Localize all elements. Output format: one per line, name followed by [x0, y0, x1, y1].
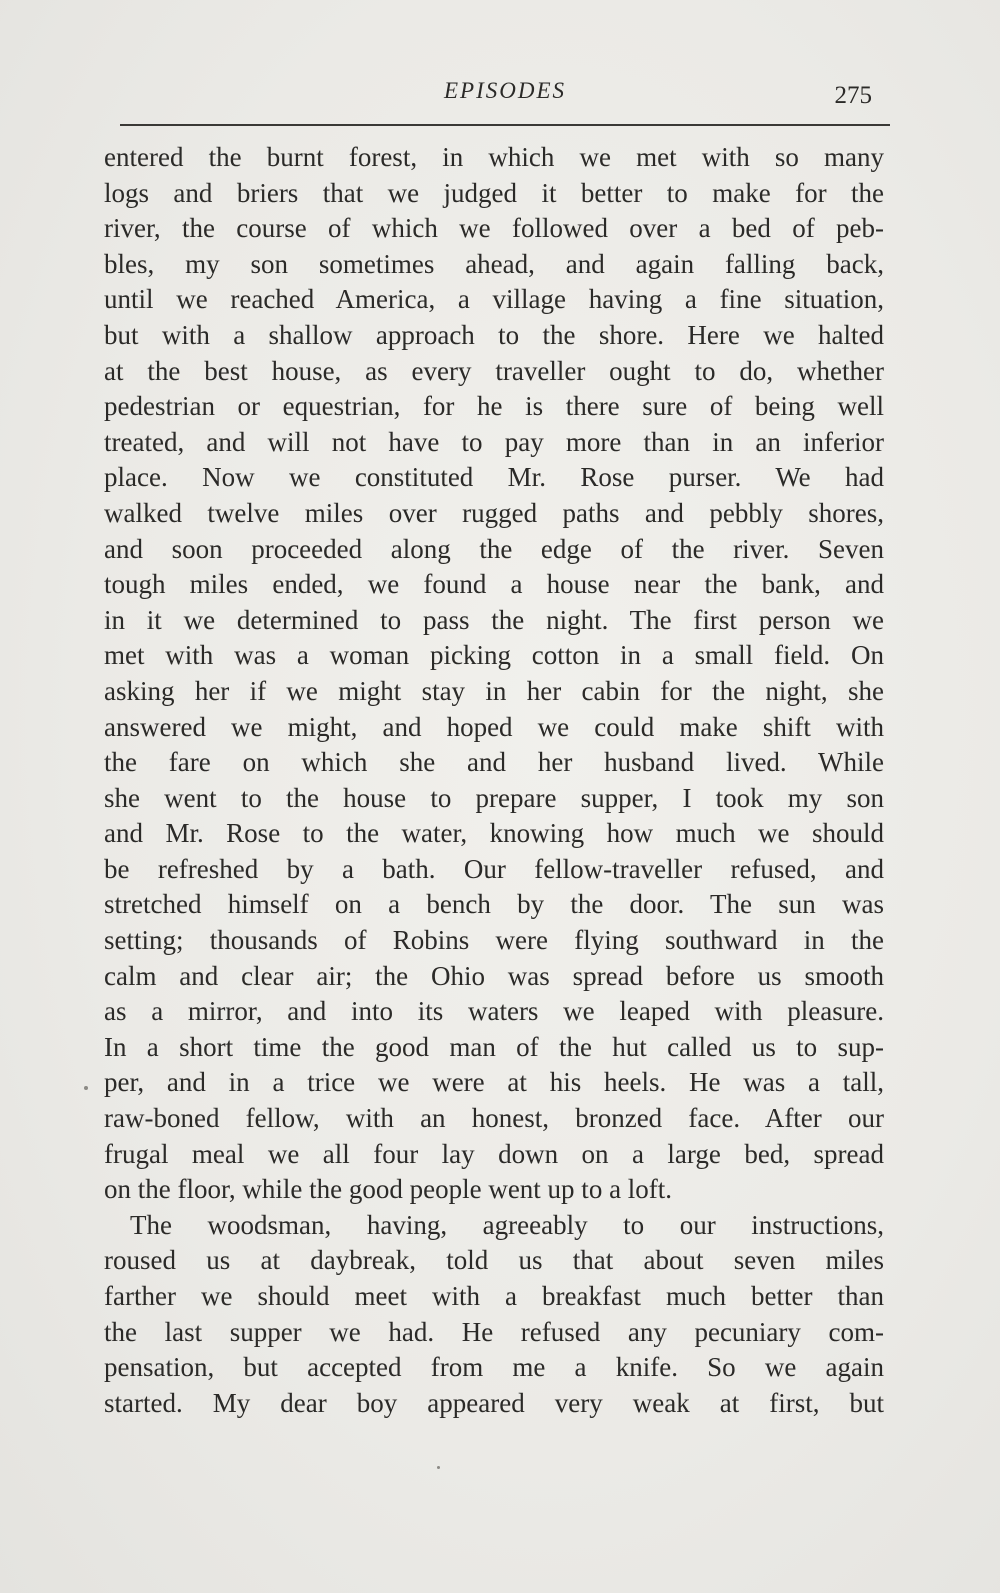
body-text — [104, 140, 884, 1421]
text-line: place. Now we constituted Mr. Rose purser. We had — [104, 462, 884, 493]
text-line: the last supper we had. He refused any pecuniary com- — [104, 1316, 884, 1347]
text-line: tough miles ended, we found a house near the bank, and — [104, 569, 884, 600]
text-line: until we reached America, a village having a fine situation, — [104, 284, 884, 315]
text-line: be refreshed by a bath. Our fellow-traveller refused, and — [104, 853, 884, 884]
text-line: walked twelve miles over rugged paths and pebbly shores, — [104, 497, 884, 528]
text-line: pedestrian or equestrian, for he is there sure of being well — [104, 391, 884, 422]
text-line: bles, my son sometimes ahead, and again falling back, — [104, 248, 884, 279]
text-line: raw-boned fellow, with an honest, bronzed face. After our — [104, 1103, 884, 1134]
text-line: and soon proceeded along the edge of the river. Seven — [104, 533, 884, 564]
text-line: in it we determined to pass the night. The first person we — [104, 604, 884, 635]
paragraph-start-line: The woodsman, having, agreeably to our instructions, — [130, 1209, 884, 1240]
paper-speck — [84, 1086, 88, 1090]
text-line: treated, and will not have to pay more than in an inferior — [104, 426, 884, 457]
text-line: frugal meal we all four lay down on a large bed, spread — [104, 1138, 884, 1169]
text-line: In a short time the good man of the hut called us to sup- — [104, 1031, 884, 1062]
text-line: setting; thousands of Robins were flying southward in the — [104, 925, 884, 956]
text-line: asking her if we might stay in her cabin for the night, she — [104, 675, 884, 706]
text-line: logs and briers that we judged it better to make for the — [104, 177, 884, 208]
text-line: the fare on which she and her husband lived. While — [104, 747, 884, 778]
paper-speck — [437, 1466, 440, 1469]
text-line: on the floor, while the good people went up to a loft. — [104, 1174, 673, 1205]
header-rule — [120, 124, 890, 126]
text-line: started. My dear boy appeared very weak at first, but — [104, 1387, 884, 1418]
text-line: and Mr. Rose to the water, knowing how much we should — [104, 818, 884, 849]
page-header — [120, 72, 890, 112]
text-line: as a mirror, and into its waters we leaped with pleasure. — [104, 996, 884, 1027]
text-line: per, and in a trice we were at his heels. He was a tall, — [104, 1067, 884, 1098]
text-line: river, the course of which we followed over a bed of peb- — [104, 213, 884, 244]
text-line: but with a shallow approach to the shore. Here we halted — [104, 319, 884, 350]
page-number: 275 — [834, 82, 872, 109]
running-head: EPISODES — [443, 78, 567, 103]
text-line: met with was a woman picking cotton in a small field. On — [104, 640, 884, 671]
text-line: answered we might, and hoped we could make shift with — [104, 711, 884, 742]
text-line: stretched himself on a bench by the door. The sun was — [104, 889, 884, 920]
text-line: at the best house, as every traveller ought to do, whether — [104, 355, 884, 386]
text-line: farther we should meet with a breakfast much better than — [104, 1281, 884, 1311]
text-line: roused us at daybreak, told us that about seven miles — [104, 1245, 884, 1276]
text-line: pensation, but accepted from me a knife. So we again — [104, 1352, 884, 1383]
text-line: calm and clear air; the Ohio was spread before us smooth — [104, 960, 884, 991]
text-line: entered the burnt forest, in which we met with so many — [104, 142, 884, 172]
text-line: she went to the house to prepare supper, I took my son — [104, 782, 884, 813]
